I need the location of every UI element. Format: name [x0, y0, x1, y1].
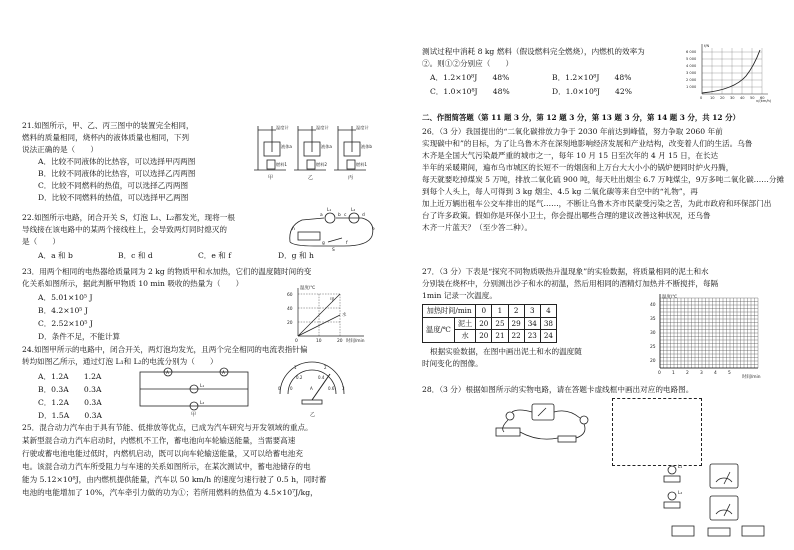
fig25-xtick-60: 60 — [760, 96, 765, 100]
fig23-ytick-20: 20 — [287, 321, 293, 326]
fig28-l2: L₂ — [678, 491, 683, 496]
q24-option-b[interactable]: B．0.3A 0.3A — [38, 385, 102, 394]
dial-small-1: 0.2 — [296, 375, 303, 380]
q21-line-3: 说法正确的是（ ） — [22, 145, 98, 154]
fig25-ytick-1000: 1 000 — [686, 85, 697, 89]
table-cell: 20 — [476, 330, 492, 343]
battery-icon — [298, 232, 320, 240]
table-cell: 24 — [540, 330, 556, 343]
table-header-cell: 2 — [508, 305, 524, 318]
switch-icon — [708, 528, 730, 536]
fig22-s: S — [332, 248, 335, 252]
fig23-xtick-20: 20 — [337, 339, 343, 344]
ammeter-1-icon — [710, 464, 738, 488]
fig24-a2: A — [222, 371, 226, 376]
fig24-l2: L₂ — [200, 401, 205, 406]
table-cell: 23 — [524, 330, 540, 343]
fig21-fuel-3: 燃料1 — [356, 162, 368, 167]
table-cell: 38 — [540, 317, 556, 330]
q25-option-a[interactable]: A．1.2×10⁸J 48% — [430, 73, 510, 82]
q23-temperature-graph — [284, 284, 370, 344]
q21-option-d[interactable]: D．比较不同燃料的热值，可以选择甲乙两图 — [38, 193, 189, 202]
fig22-f: f — [346, 241, 348, 246]
q24-ammeter-dial — [272, 360, 352, 420]
dial-big-0: 0 — [278, 386, 281, 391]
battery-icon — [672, 526, 694, 536]
fig27-ytick-20: 20 — [650, 359, 656, 364]
table-cell: 29 — [508, 317, 524, 330]
q24-line-2: 转均如图乙所示，通过灯泡 L₁和 L₂的电流分别为（ ） — [22, 357, 218, 366]
bulb-l1-icon — [325, 213, 335, 223]
switch-icon — [328, 238, 342, 242]
fig22-h: h — [292, 227, 295, 232]
fig25-xlabel: v/(km/h) — [756, 99, 772, 103]
fig24-label-yi: 乙 — [310, 412, 316, 418]
bulb-l1-icon — [668, 466, 676, 474]
fig27-xtick-4: 4 — [714, 371, 717, 376]
fig27-xtick-5: 5 — [728, 371, 731, 376]
q26-line-6: 到每个人头上，每人可得到 3 kg 烟尘、4.5 kg 二氧化碳等来自空中的“礼物”，再 — [422, 187, 698, 196]
bulb-l1-icon — [506, 412, 514, 420]
fig25-ytick-4000: 4 000 — [686, 64, 697, 68]
q25-option-b[interactable]: B．1.2×10⁸J 48% — [552, 73, 632, 82]
q24-line-1: 24.如图甲所示的电路中，闭合开关，两灯泡均发光，且两个完全相同的电流表指针偏 — [22, 345, 308, 354]
fig25-xtick-40: 40 — [740, 96, 745, 100]
q22-circuit-figure — [284, 206, 380, 252]
q21-option-c[interactable]: C．比较不同燃料的热值，可以选择乙丙两图 — [38, 181, 189, 190]
q24-option-a[interactable]: A．1.2A 1.2A — [38, 372, 102, 381]
q25-line-6: 电池的电能增加了 10%，汽车牵引力做的功为①；若所用燃料的热值为 4.5×10⁷J/kg， — [22, 488, 318, 497]
fig24-l1: L₁ — [200, 384, 205, 389]
fig25-ytick-3000: 3 000 — [686, 71, 697, 75]
fig27-xtick-2: 2 — [686, 371, 689, 376]
fig22-b: b — [338, 213, 341, 218]
drag-curve — [702, 50, 760, 93]
q28-real-circuit-figure — [488, 398, 608, 456]
ammeter-2-icon — [710, 496, 738, 520]
answer-dashed-box[interactable] — [612, 398, 702, 466]
table-header-cell: 0 — [476, 305, 492, 318]
table-row-name: 水 — [454, 330, 475, 343]
table-cell: 34 — [524, 317, 540, 330]
dial-unit: A — [310, 386, 313, 391]
table-header-cell: 1 — [492, 305, 508, 318]
q27-line-1: 27．（3 分）下表是“探究不同物质吸热升温现象”的实验数据，将质量相同的泥土和水 — [422, 267, 709, 276]
fig27-xtick-1: 1 — [672, 371, 675, 376]
bulb-l2-icon — [580, 416, 588, 424]
fig21-thermo-3: 温度计 — [356, 125, 369, 130]
table-cell: 25 — [492, 317, 508, 330]
q21-line-1: 21.如图所示，甲、乙、丙三图中的装置完全相同， — [22, 121, 194, 130]
fig21-fuel-1: 燃料1 — [276, 162, 288, 167]
q26-line-9: 木齐一片蓝天？（至少答二种）。 — [422, 223, 533, 232]
fig23-water-label: 水 — [342, 313, 347, 318]
fig23-ytick-60: 60 — [287, 293, 293, 298]
q21-option-b[interactable]: B．比较不同液体的比热容，可以选择乙丙两图 — [38, 169, 196, 178]
fig27-ytick-25: 25 — [650, 345, 656, 350]
ammeter-icon — [532, 404, 554, 420]
q22-line-1: 22.如图所示电路，闭合开关 S，灯泡 L₁、L₂都发光，现将一根 — [22, 213, 235, 222]
q23-line-1: 23．用两个相同的电热器给质量同为 2 kg 的物质甲和水加热，它们的温度随时间的变 — [22, 267, 312, 276]
q25-option-c[interactable]: C．1.0×10⁸J 48% — [430, 87, 510, 96]
section-heading: 二、作图简答题（第 11 题 3 分，第 12 题 3 分，第 13 题 3 分，第 14 题 3 分，共 12 分） — [422, 113, 740, 122]
q26-line-3: 木齐是全国大气污染最严重的城市之一，每年 10 月 15 日至次年的 4 月 15 日，在长达 — [422, 151, 719, 160]
q22-line-3: 是（ ） — [22, 237, 60, 246]
fig27-ytick-35: 35 — [650, 317, 656, 322]
q27-line-2: 分别装在烧杯中，分别测出沙子和水的初温，然后用相同的酒精灯加热并不断搅拌，每隔 — [422, 279, 719, 288]
q25-option-d[interactable]: D．1.0×10⁸J 42% — [552, 87, 632, 96]
dial-small-2: 0.4 — [318, 375, 325, 380]
fig25-ytick-2000: 2 000 — [686, 78, 697, 82]
q25-line-1: 25．混合动力汽车由于具有节能、低排放等优点，已成为汽车研究与开发领域的重点。 — [22, 423, 313, 432]
q25-line-5: 能为 5.12×10⁸J，由内燃机提供能量，汽车以 50 km/h 的速度匀速行驶了 0.5 h，同时蓄 — [22, 475, 327, 484]
fig22-g: g — [322, 241, 325, 246]
fig25-ylabel: f/N — [704, 44, 710, 48]
dial-small-0: 0 — [290, 386, 293, 391]
q23-option-c[interactable]: C．2.52×10⁵ J — [38, 319, 93, 328]
fig21-label-jia: 甲 — [268, 175, 274, 181]
fig21-label-yi: 乙 — [308, 175, 314, 181]
fig28-l1: L₁ — [678, 465, 683, 470]
q22-option-b[interactable]: B．c 和 d — [118, 251, 153, 260]
q23-line-2: 化关系如图所示，据此判断甲物质 10 min 吸收的热量为（ ） — [22, 279, 244, 288]
q27-after-1: 根据实验数据，在图中画出泥土和水的温度随 — [430, 347, 582, 356]
q26-line-1: 26．（3 分）我国提出的“二氧化碳排放力争于 2030 年前达到峰值，努力争取 2060 年前 — [422, 127, 723, 136]
q21-line-2: 燃料的质量相同，烧杯内的液体质量也相同，下列 — [22, 133, 190, 142]
fig25-xtick-0: 0 — [700, 96, 703, 100]
q28-line-1: 28．（3 分）根据如图所示的实物电路，请在答题卡虚线框中画出对应的电路图。 — [422, 385, 694, 394]
switch-icon — [558, 436, 576, 442]
table-cell: 22 — [508, 330, 524, 343]
fig25-xtick-20: 20 — [720, 96, 725, 100]
table-cell: 20 — [476, 317, 492, 330]
battery-icon — [496, 428, 520, 436]
battery-2-icon — [742, 526, 764, 536]
q23-option-d[interactable]: D．条件不足，不能计算 — [38, 332, 121, 341]
q22-option-a[interactable]: A．a 和 b — [38, 251, 73, 260]
q24-option-d[interactable]: D．1.5A 0.3A — [38, 411, 102, 420]
q23-option-b[interactable]: B．4.2×10⁵ J — [38, 306, 88, 315]
q25-cont-line-1: 测试过程中消耗 8 kg 燃料（假设燃料完全燃烧），内燃机的效率为 — [422, 47, 645, 56]
fig27-xlabel: 时间/min — [742, 375, 761, 380]
fig22-l2: L₂ — [351, 208, 356, 213]
table-header-cell: 3 — [524, 305, 540, 318]
q25-cont-line-2: ②。则①②分别应（ ） — [422, 59, 514, 68]
fig24-a1: A — [166, 371, 170, 376]
fig22-a: a — [320, 213, 323, 218]
fig21-liquid-2: 液体a — [321, 144, 332, 149]
q26-line-8: 台了许多政策。假如你是环保小卫士，你会提出哪些合理的建议改善这种状况，还乌鲁 — [422, 211, 711, 220]
fig22-c: c — [344, 213, 347, 218]
fig25-ytick-5000: 5 000 — [686, 57, 697, 61]
fig21-liquid-1: 液体a — [281, 144, 292, 149]
fig23-xtick-0: 0 — [295, 339, 298, 344]
fig21-thermo-2: 温度计 — [316, 125, 329, 130]
fig21-thermo-1: 温度计 — [276, 125, 289, 130]
q21-apparatus-figure — [250, 122, 372, 182]
dial-big-2: 2 — [324, 365, 327, 370]
fig21-fuel-2: 燃料2 — [316, 162, 328, 167]
fig25-xtick-30: 30 — [730, 96, 735, 100]
q22-line-2: 导线接在该电路中的某两个接线柱上，会导致两灯同时熄灭的 — [22, 225, 228, 234]
q27-answer-grid[interactable] — [638, 290, 766, 380]
fig27-xtick-0: 0 — [658, 371, 661, 376]
fig24-label-jia: 甲 — [191, 412, 197, 418]
fig23-xtick-10: 10 — [316, 339, 322, 344]
fig27-ytick-40: 40 — [650, 303, 656, 308]
q25-drag-force-graph — [684, 42, 780, 104]
fig22-d: d — [362, 213, 365, 218]
fig27-ytick-30: 30 — [650, 331, 656, 336]
table-header-row — [423, 305, 557, 318]
q26-line-2: 实现碳中和”的目标，为了让乌鲁木齐在深刻地影响经济发展和产业结构，改变着人们的生活。乌鲁 — [422, 139, 753, 148]
q27-data-table — [422, 304, 557, 343]
fig21-label-bing: 丙 — [348, 175, 354, 181]
table-group-label: 温度/℃ — [423, 317, 455, 342]
fig22-l1: L₁ — [327, 208, 332, 213]
q27-line-3: 1min 记录一次温度。 — [422, 291, 497, 300]
dial-big-3: 3 — [342, 386, 345, 391]
q22-option-d[interactable]: D．g 和 h — [278, 251, 314, 260]
q24-circuit-figure — [134, 366, 254, 418]
q23-option-a[interactable]: A．5.01×10⁵ J — [38, 293, 93, 302]
fig21-liquid-3: 液体b — [361, 144, 372, 149]
q21-option-a[interactable]: A．比较不同液体的比热容，可以选择甲丙两图 — [38, 157, 196, 166]
fig27-ylabel: 温度/℃ — [662, 295, 678, 300]
q27-after-2: 时间变化的图像。 — [422, 359, 483, 368]
fig25-ytick-6000: 6 000 — [686, 50, 697, 54]
q25-line-2: 某新型混合动力汽车启动时，内燃机不工作，蓄电池向车轮输送能量，当需要高速 — [22, 436, 296, 445]
dial-small-3: 0.6 — [328, 386, 335, 391]
q26-line-7: 加上近万辆出租车公交车排出的尾气……，不断让乌鲁木齐市民蒙受污染之苦，为此市政府和环保部门出 — [422, 199, 772, 208]
fig23-ytick-40: 40 — [287, 307, 293, 312]
fig27-xtick-3: 3 — [700, 371, 703, 376]
table-header-cell: 4 — [540, 305, 556, 318]
dial-big-1: 1 — [294, 365, 297, 370]
fig25-xtick-50: 50 — [750, 96, 755, 100]
bulb-l2-icon — [668, 492, 676, 500]
fig22-e: e — [372, 227, 375, 232]
fig23-ylabel: 温度/℃ — [300, 286, 316, 291]
q22-option-c[interactable]: C．e 和 f — [198, 251, 232, 260]
q25-line-4: 电。该混合动力汽车所受阻力与车速的关系如图所示，在某次测试中，蓄电池储存的电 — [22, 462, 311, 471]
fig23-xlabel: 时间/min — [346, 339, 365, 344]
table-row-name: 泥土 — [454, 317, 475, 330]
table-cell: 21 — [492, 330, 508, 343]
table-row — [423, 317, 557, 330]
q28-component-figure — [658, 460, 780, 548]
fig23-jia-label: 甲 — [330, 298, 335, 303]
table-header-cell: 加热时间/min — [423, 305, 476, 318]
q26-line-5: 每天就要吃掉煤炭 5 万吨，排放二氧化硫 900 吨，每天吐出烟尘 6.7 万吨煤尘，9万多吨二氧化碳……分摊 — [422, 175, 785, 184]
q26-line-4: 半年的采暖期间，遍布乌市城区的长短不一的烟囱和上万台大大小小的锅炉便同时炉火丹腾， — [422, 163, 734, 172]
q24-option-c[interactable]: C．1.2A 0.3A — [38, 398, 102, 407]
q25-line-3: 行驶或蓄电池电能过低时，内燃机启动，既可以向车轮输送能量，又可以给蓄电池充 — [22, 449, 303, 458]
fig25-xtick-10: 10 — [710, 96, 715, 100]
